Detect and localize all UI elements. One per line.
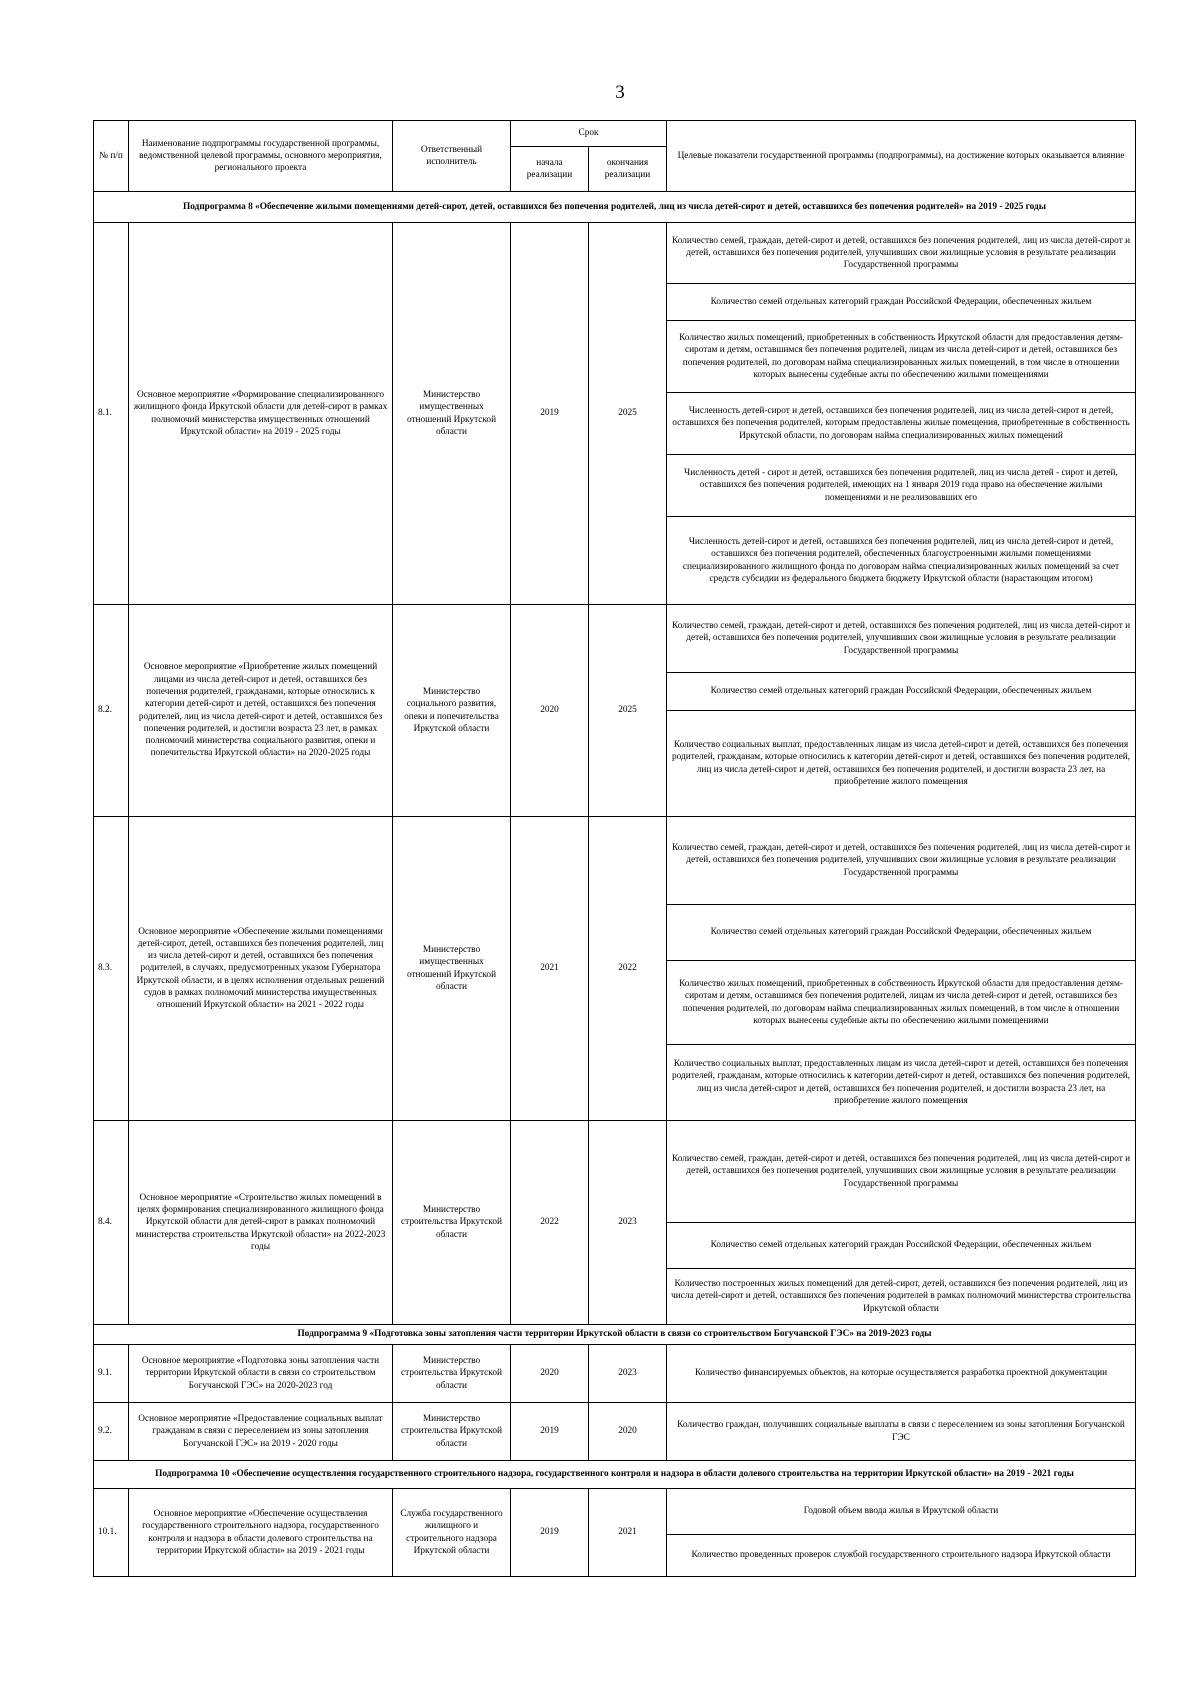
row-8-3-indicator-3: Количество жилых помещений, приобретенных в собственность Иркутской области для предоставления детям-сиротам и детям, оставшимся без попечения родителей, лицам из числа детей-сирот и детей, оставшихся без попечения родителей, по договорам найма специализированных жилых помещений, в том числе в отношении которых вынесены судебные акты по обеспечению жилыми помещениями xyxy=(667,961,1136,1045)
row-8-4-name: Основное мероприятие «Строительство жилых помещений в целях формирования специализированного жилищного фонда Иркутской области для детей-сирот в рамках полномочий министерства строительства Иркутской области» на 2022-2023 годы xyxy=(129,1121,393,1325)
subprogram-9-title: Подпрограмма 9 «Подготовка зоны затопления части территории Иркутской области в связи со строительством Богучанской ГЭС» на 2019-2023 годы xyxy=(94,1325,1136,1345)
row-10-1-num: 10.1. xyxy=(94,1489,129,1577)
row-10-1-executor: Служба государственного жилищного и строительного надзора Иркутской области xyxy=(393,1489,511,1577)
row-10-1-start: 2019 xyxy=(511,1489,589,1577)
row-9-1-end: 2023 xyxy=(589,1345,667,1403)
row-9-2-num: 9.2. xyxy=(94,1403,129,1461)
row-9-1-start: 2020 xyxy=(511,1345,589,1403)
row-8-3-indicator-4: Количество социальных выплат, предоставленных лицам из числа детей-сирот и детей, оставшихся без попечения родителей, гражданам, которые относились к категории детей-сирот и детей, оставшихся без попечения родителей, лиц из числа детей-сирот и детей, оставшихся без попечения родителей, и достигли возраста 23 лет, на приобретение жилого помещения xyxy=(667,1045,1136,1121)
header-name: Наименование подпрограммы государственной программы, ведомственной целевой программы, основного мероприятия, регионального проекта xyxy=(129,121,393,192)
subprogram-8-title: Подпрограмма 8 «Обеспечение жилыми помещениями детей-сирот, детей, оставшихся без попечения родителей, лиц из числа детей-сирот и детей, оставшихся без попечения родителей» на 2019 - 2025 годы xyxy=(94,192,1136,223)
row-9-2-executor: Министерство строительства Иркутской области xyxy=(393,1403,511,1461)
row-9-2-start: 2019 xyxy=(511,1403,589,1461)
header-term: Срок xyxy=(511,121,667,147)
row-10-1-name: Основное мероприятие «Обеспечение осуществления государственного строительного надзора, государственного контроля и надзора в области долевого строительства на территории Иркутской области» на 2019 - 2021 годы xyxy=(129,1489,393,1577)
row-8-1-executor: Министерство имущественных отношений Иркутской области xyxy=(393,223,511,605)
row-10-1-end: 2021 xyxy=(589,1489,667,1577)
row-8-2-num: 8.2. xyxy=(94,605,129,817)
row-8-1-indicator-4: Численность детей-сирот и детей, оставшихся без попечения родителей, лиц из числа детей-сирот и детей, оставшихся без попечения родителей, которым предоставлены жилые помещения, приобретенные в собственность Иркутской области, по договорам найма специализированных жилых помещений xyxy=(667,393,1136,455)
row-8-2-start: 2020 xyxy=(511,605,589,817)
row-8-1-indicator-6: Численность детей-сирот и детей, оставшихся без попечения родителей, лиц из числа детей-сирот и детей, оставшихся без попечения родителей, обеспеченных благоустроенными жилыми помещениями специализированного жилищного фонда по договорам найма специализированных жилых помещений за счет средств субсидии из федерального бюджета бюджету Иркутской области (нарастающим итогом) xyxy=(667,517,1136,605)
row-8-4-indicator-1: Количество семей, граждан, детей-сирот и детей, оставшихся без попечения родителей, лиц из числа детей-сирот и детей, оставшихся без попечения родителей, улучшивших свои жилищные условия в результате реализации Государственной программы xyxy=(667,1121,1136,1223)
row-9-2-end: 2020 xyxy=(589,1403,667,1461)
row-9-2-indicator-1: Количество граждан, получивших социальные выплаты в связи с переселением из зоны затопления Богучанской ГЭС xyxy=(667,1403,1136,1461)
row-8-1-name: Основное мероприятие «Формирование специализированного жилищного фонда Иркутской области для детей-сирот в рамках полномочий министерства имущественных отношений Иркутской области» на 2019 - 2025 годы xyxy=(129,223,393,605)
row-8-3-executor: Министерство имущественных отношений Иркутской области xyxy=(393,817,511,1121)
row-10-1-indicator-1: Годовой объем ввода жилья в Иркутской области xyxy=(667,1489,1136,1535)
header-executor: Ответственный исполнитель xyxy=(393,121,511,192)
row-8-1-num: 8.1. xyxy=(94,223,129,605)
row-8-1-end: 2025 xyxy=(589,223,667,605)
row-8-1-start: 2019 xyxy=(511,223,589,605)
row-8-1-indicator-2: Количество семей отдельных категорий граждан Российской Федерации, обеспеченных жильем xyxy=(667,284,1136,321)
page-number: 3 xyxy=(615,82,625,103)
row-8-3-start: 2021 xyxy=(511,817,589,1121)
row-8-3-end: 2022 xyxy=(589,817,667,1121)
row-8-2-end: 2025 xyxy=(589,605,667,817)
row-8-4-num: 8.4. xyxy=(94,1121,129,1325)
header-num: № п/п xyxy=(94,121,129,192)
row-8-4-start: 2022 xyxy=(511,1121,589,1325)
header-end: окончания реализации xyxy=(589,147,667,192)
row-8-2-indicator-1: Количество семей, граждан, детей-сирот и детей, оставшихся без попечения родителей, лиц из числа детей-сирот и детей, оставшихся без попечения родителей, улучшивших свои жилищные условия в результате реализации Государственной программы xyxy=(667,605,1136,673)
row-8-2-indicator-2: Количество семей отдельных категорий граждан Российской Федерации, обеспеченных жильем xyxy=(667,673,1136,711)
row-8-2-name: Основное мероприятие «Приобретение жилых помещений лицами из числа детей-сирот и детей, оставшихся без попечения родителей, гражданами, которые относились к категории детей-сирот и детей, оставшихся без попечения родителей, лиц из числа детей-сирот и детей, оставшихся без попечения родителей, и достигли возраста 23 лет, в рамках полномочий министерства социального развития, опеки и попечительства Иркутской области» на 2020-2025 годы xyxy=(129,605,393,817)
row-10-1-indicator-2: Количество проведенных проверок службой государственного строительного надзора Иркутской области xyxy=(667,1535,1136,1577)
program-table xyxy=(93,120,1136,1577)
row-8-4-indicator-3: Количество построенных жилых помещений для детей-сирот, детей, оставшихся без попечения родителей, лиц из числа детей-сирот и детей, оставшихся без попечения родителей в рамках полномочий министерства строительства Иркутской области xyxy=(667,1269,1136,1325)
row-8-4-indicator-2: Количество семей отдельных категорий граждан Российской Федерации, обеспеченных жильем xyxy=(667,1223,1136,1269)
row-9-1-indicator-1: Количество финансируемых объектов, на которые осуществляется разработка проектной документации xyxy=(667,1345,1136,1403)
row-8-1-indicator-3: Количество жилых помещений, приобретенных в собственность Иркутской области для предоставления детям-сиротам и детям, оставшимся без попечения родителей, лицам из числа детей-сирот и детей, оставшихся без попечения родителей, по договорам найма специализированных жилых помещений, в том числе в отношении которых вынесены судебные акты по обеспечению жилыми помещениями xyxy=(667,321,1136,393)
row-8-3-indicator-1: Количество семей, граждан, детей-сирот и детей, оставшихся без попечения родителей, лиц из числа детей-сирот и детей, оставшихся без попечения родителей, улучшивших свои жилищные условия в результате реализации Государственной программы xyxy=(667,817,1136,905)
row-8-4-executor: Министерство строительства Иркутской области xyxy=(393,1121,511,1325)
row-8-1-indicator-1: Количество семей, граждан, детей-сирот и детей, оставшихся без попечения родителей, лиц из числа детей-сирот и детей, оставшихся без попечения родителей, улучшивших свои жилищные условия в результате реализации Государственной программы xyxy=(667,223,1136,284)
row-9-1-num: 9.1. xyxy=(94,1345,129,1403)
row-9-1-executor: Министерство строительства Иркутской области xyxy=(393,1345,511,1403)
row-8-1-indicator-5: Численность детей - сирот и детей, оставшихся без попечения родителей, лиц из числа детей - сирот и детей, оставшихся без попечения родителей, имеющих на 1 января 2019 года право на обеспечение жилыми помещениями и не реализовавших его xyxy=(667,455,1136,517)
header-start: начала реализации xyxy=(511,147,589,192)
row-8-2-executor: Министерство социального развития, опеки и попечительства Иркутской области xyxy=(393,605,511,817)
row-9-2-name: Основное мероприятие «Предоставление социальных выплат гражданам в связи с переселением из зоны затопления Богучанской ГЭС» на 2019 - 2020 годы xyxy=(129,1403,393,1461)
row-9-1-name: Основное мероприятие «Подготовка зоны затопления части территории Иркутской области в связи со строительством Богучанской ГЭС» на 2020-2023 год xyxy=(129,1345,393,1403)
row-8-2-indicator-3: Количество социальных выплат, предоставленных лицам из числа детей-сирот и детей, оставшихся без попечения родителей, гражданам, которые относились к категории детей-сирот и детей, оставшихся без попечения родителей, лиц из числа детей-сирот и детей, оставшихся без попечения родителей, и достигли возраста 23 лет, на приобретение жилого помещения xyxy=(667,711,1136,817)
row-8-3-indicator-2: Количество семей отдельных категорий граждан Российской Федерации, обеспеченных жильем xyxy=(667,905,1136,961)
subprogram-10-title: Подпрограмма 10 «Обеспечение осуществления государственного строительного надзора, государственного контроля и надзора в области долевого строительства на территории Иркутской области» на 2019 - 2021 годы xyxy=(94,1461,1136,1489)
header-indicators: Целевые показатели государственной программы (подпрограммы), на достижение которых оказывается влияние xyxy=(667,121,1136,192)
row-8-3-num: 8.3. xyxy=(94,817,129,1121)
row-8-3-name: Основное мероприятие «Обеспечение жилыми помещениями детей-сирот, детей, оставшихся без попечения родителей, лиц из числа детей-сирот и детей, оставшихся без попечения родителей, в случаях, предусмотренных указом Губернатора Иркутской области, и в целях исполнения отдельных решений судов в рамках полномочий министерства имущественных отношений Иркутской области» на 2021 - 2022 годы xyxy=(129,817,393,1121)
row-8-4-end: 2023 xyxy=(589,1121,667,1325)
